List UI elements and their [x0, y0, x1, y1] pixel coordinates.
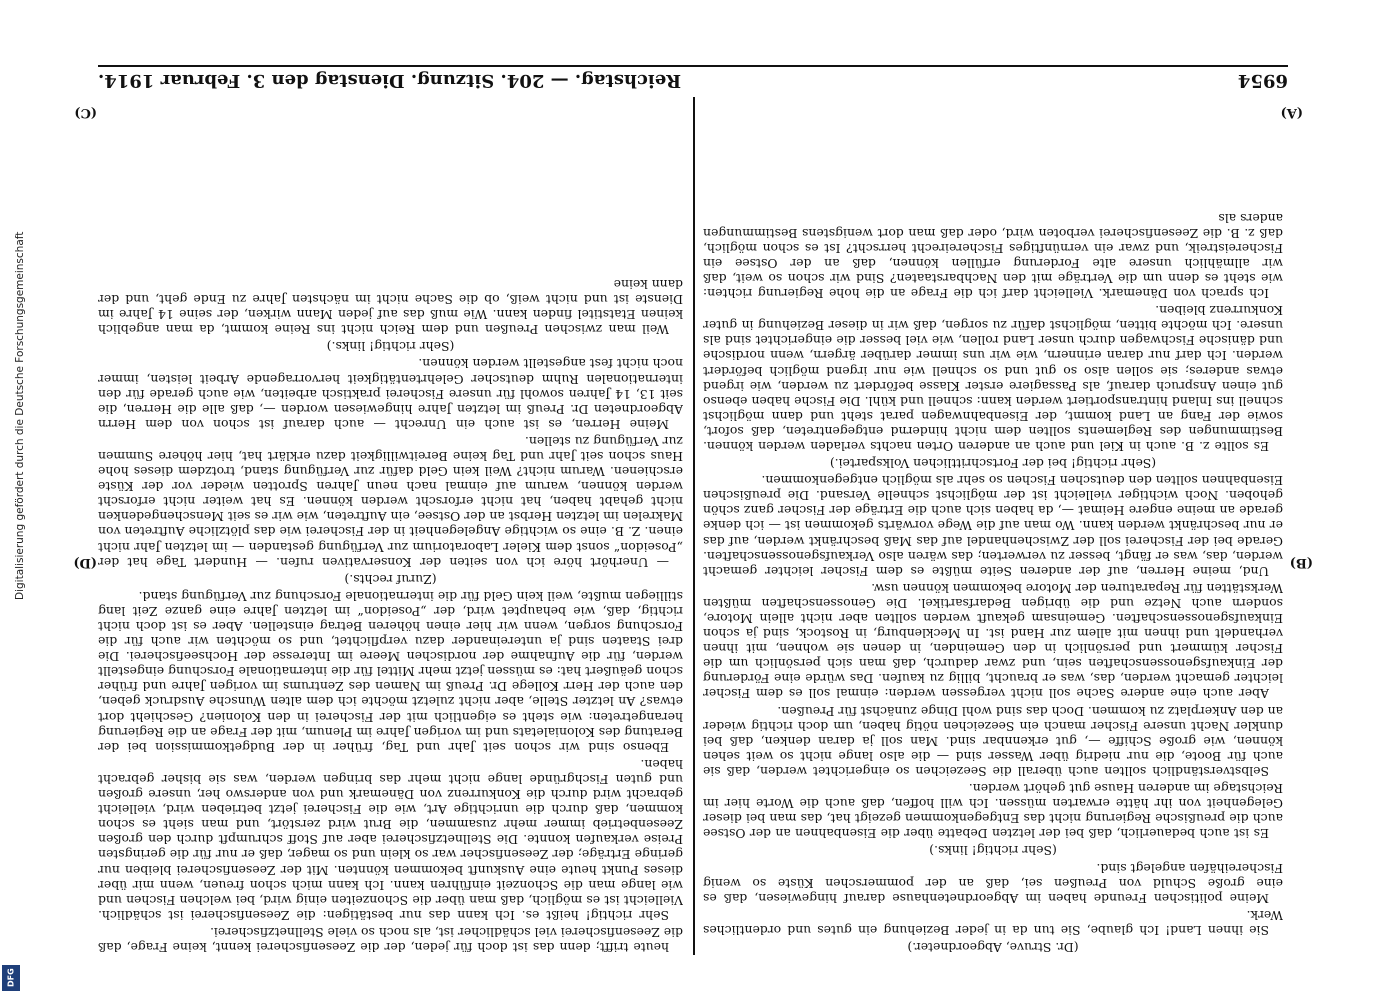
- paragraph: Es ist auch bedauerlich, daß bei der letzten Debatte über die Eisenbahnen an der Ostsee auch die preußische Regierung nicht das Entgegenkommen gezeigt hat, das man bei dieser Gelegenheit von ihr hätte erwarten müssen. Ich will hoffen, daß auch die Worte hier im Reichstage im anderen Hause gut gehört werden.: [703, 781, 1283, 842]
- paragraph: Es sollte z. B. auch in Kiel und auch an anderen Orten nachts verladen werden können. Bestimmungen des Reglements sollten dem nicht hindernd entgegentreten, daß sofort, sowie der Fang an Land kommt, der Eisenbahnwagen parat steht und dann möglichst schnell ins Inland hintransportiert werden kann: schnell und kühl. Die Fische haben ebenso gut einen Anspruch darauf, als Passagiere erster Klasse befördert zu werden, wie irgend etwas anderes; sie sollen also so gut und so schnell wie nur irgend möglich befördert werden. Ich darf nur daran erinnern, wie wir uns immer darüber ärgern, wenn nordische und dänische Fischwagen durch unser Land rollen, wie viel besser die eingerichtet sind als unsere. Ich möchte bitten, möglichst dafür zu sorgen, daß wir in dieser Beziehung in guter Konkurrenz bleiben.: [703, 303, 1283, 454]
- paragraph: Ich sprach von Dänemark. Vielleicht darf ich die Frage an die hohe Regierung richten: wie steht es denn um die Verträge mit den Nachbarstaaten? Sind wir schon so weit, daß wir allmählich unsere alte Forderung erfüllen können, daß an der Ostsee ein Fischereistreik, und zwar ein vernünftiges Fischereirecht herrscht? Ist es schon möglich, daß z. B. die Zeesenfischerei verboten wird, oder daß man dort wenigstens Bestimmungen anders als: [703, 210, 1283, 302]
- paragraph: Sehr richtig! heißt es. Ich kann das nur bestätigen: die Zeesenfischerei ist schädlich. Vielleicht ist es möglich, daß man über die Schonzeiten einig wird, bei welchen Fischen und wie lange man die Schonzeit einführen kann. Ich kann mich schon freuen, wenn mir über dieses Punkt heute eine Auskunft bekommen könnten. Mit der Zeesenfischerei bleiben nur geringe Erträge; der Zeesenfischer war so klein und so mager, daß er nur für die geringsten Preise verkaufen konnte. Die Stellnetzfischerei aber auf Stoff schrumpft durch den großen Zeesenbetrieb immer mehr zusammen, die Brut wird zerstört, und man sieht es schon kommen, daß durch die unrichtige Art, wie die Fischerei jetzt betrieben wird, vielleicht gebracht wird durch die Konkurrenz von Dänemark und von anderswo her, unsere großen und guten Fischgründe lange nicht mehr das bringen werden, was sie bisher gebracht haben.: [98, 756, 683, 923]
- credit-text: Digitalisierung gefördert durch die Deutsche Forschungsgemeinschaft: [14, 231, 26, 600]
- interjection: (Zuruf rechts.): [344, 571, 437, 587]
- speaker-note: (Dr. Struve, Abgeordneter.): [907, 940, 1079, 955]
- margin-mark-c: (C): [74, 105, 97, 120]
- paragraph: — Unerhört höre ich von seiten der Konservativen rufen. — Hundert Tage hat der „Poseidon“ sonst dem Kieler Laboratorium zur Verfügung gestanden — im letzten Jahr nicht einen. Z. B. eine so wichtige Angelegenheit in der Fischerei wie das plötzliche Auftreten von Makrelen im letzten Herbst an der Ostsee, ein Auftreten, wie wir es seit Menschengedenken nicht gehabt haben, hat nicht erforscht werden können. Es hat weiter nicht erforscht werden können, warum auf einmal nach neun Jahren Sprotten wieder vor der Küste erschienen. Warum nicht? Weil kein Geld dafür zur Verfügung stand, trotzdem dieses hohe Haus schon seit Jahr und Tag keine Bereitwilligkeit dazu erklärt hat, hier höhere Summen zur Verfügung zu stellen.: [98, 433, 683, 570]
- interjection: (Sehr richtig! bei der Fortschrittlichen Volkspartei.): [829, 456, 1157, 472]
- paragraph: Meine Herren, es ist auch ein Unrecht — auch darauf ist schon von dem Herrn Abgeordneten Dr. Preuß im letzten Jahre hingewiesen worden —, daß alle die Herren, die seit 13, 14 Jahren sowohl für unsere Fischerei praktisch arbeiten, wie auch gerade für den internationalen Ruhm deutscher Gelehrtentätigkeit hervorragende Arbeit leisten, immer noch nicht fest angestellt werden können.: [98, 356, 683, 432]
- column-divider: [693, 97, 695, 955]
- interjection: (Sehr richtig! links.): [326, 339, 455, 355]
- margin-mark-a: (A): [1280, 105, 1303, 120]
- margin-mark-d: (D): [73, 555, 97, 570]
- paragraph: Selbstverständlich sollten auch überall die Seezeichen so eingerichtet werden, daß sie auch für Boote, die nur niedrig über Wasser sind — die also lange nicht so weit sehen können, wie große Schiffe —, gut erkennbar sind. Man soll ja daran denken, daß bei dunkler Nacht unsere Fischer manch ein Seezeichen nötig haben, um doch richtig wieder an den Ankerplatz zu kommen. Doch das sind wohl Dinge zunächst für Preußen.: [703, 703, 1283, 779]
- dfg-logo: DFG: [2, 965, 20, 991]
- margin-mark-b: (B): [1289, 555, 1313, 570]
- paragraph: Sie ihnen Land! Ich glaube, Sie tun da in jeder Beziehung ein gutes und ordentliches Werk.: [703, 907, 1283, 938]
- interjection: (Sehr richtig! links.): [929, 843, 1057, 859]
- paragraph: Meine politischen Freunde haben im Abgeordnetenhause darauf hingewiesen, daß es eine große Schuld von Preußen sei, daß an der pommerschen Küste so wenig Fischereihäfen angelegt sind.: [703, 860, 1283, 906]
- paragraph: Und, meine Herren, auf der anderen Seite müßte es dem Fischer leichter gemacht werden, das, was er fängt, besser zu verwerten; das wären also Verkaufsgenossenschaften. Gerade bei der Fischerei soll der Zwischenhandel auf das Maß beschränkt werden, auf das er nur beschränkt werden kann. Wo man auf die Wege vorwärts gekommen ist — ich denke gerade an meine engere Heimat —, da haben sich auch die Erträge der Fischer ganz schön gehoben. Noch wichtiger vielleicht ist der möglichst schnelle Versand. Die preußischen Eisenbahnen sollten den deutschen Fischen so sehr als möglich entgegenkommen.: [703, 473, 1283, 579]
- paragraph: Ebenso sind wir schon seit Jahr und Tag, früher in der Budgetkommission bei der Beratung des Kolonialetats und im vorigen Jahre im Plenum, mit der Frage an die Regierung herangetreten: wie steht es eigentlich mit der Fischerei in den Kolonien? Geschieht dort etwas? An letzter Stelle, aber nicht zuletzt möchte ich dem alten Wunsche Ausdruck geben, den auch der Herr Kollege Dr. Preuß im Namen des Zentrums im vorigen Jahre und früher schon geäußert hat: es müssen jetzt mehr Mittel für die internationale Forschung eingestellt werden, für die Aufnahme der nordischen Meere im Interesse der Hochseefischerei. Die drei Staaten sind ja untereinander dazu verpflichtet, und so möchten wir auch für die Forschung sorgen, wenn wir hier einen höheren Betrag einstellen. Aber es ist doch nicht richtig, daß, wie behauptet wird, der „Poseidon“ im letzten Jahre eine ganze Zeit lang stilliegen mußte, weil kein Geld für die internationale Forschung zur Verfügung stand.: [98, 588, 683, 755]
- page-title: Reichstag. — 204. Sitzung. Dienstag den 3. Februar 1914.: [98, 70, 682, 92]
- digitization-credit: [0, 0, 24, 1000]
- left-column: [703, 105, 1283, 955]
- right-column: [98, 105, 683, 955]
- paragraph: Aber auch eine andere Sache soll nicht vergessen werden: einmal soll es dem Fischer leichter gemacht werden, das, was er braucht, billig zu kaufen. Das würde eine Förderung der Einkaufsgenossenschaften sein, und zwar dadurch, daß man sich persönlich um die Fischer kümmert und persönlich in den Gemeinden, in denen sie wohnen, mit ihnen verhandelt und ihnen mit allem zur Hand ist. In Mecklenburg, in Rostock, sind ja schon Einkaufsgenossenschaften. Gemeinsam gekauft werden sollten aber nicht allein Motore, sondern auch Netze und die übrigen Bedarfsartikel. Die Genossenschaften müßten Werkstätten für Reparaturen der Motore bekommen können usw.: [703, 580, 1283, 702]
- page-header: [98, 65, 1288, 95]
- page-number: 6954: [1237, 70, 1288, 92]
- paragraph: Weil man zwischen Preußen und dem Reich nicht ins Reine kommt, da man angeblich keinen Etatstitel finden kann. Wie muß das auf jeden Mann wirken, der seine 14 Jahre im Dienste ist und nicht weiß, ob die Sache nicht im nächsten Jahre zu Ende geht, und der dann keine: [98, 276, 683, 338]
- paragraph: heute trifft; denn das ist doch für jeden, der die Zeesenfischerei kennt, keine Frage, daß die Zeesenfischerei viel schädlicher ist, als noch so viele Stellnetzfischerei.: [98, 924, 683, 955]
